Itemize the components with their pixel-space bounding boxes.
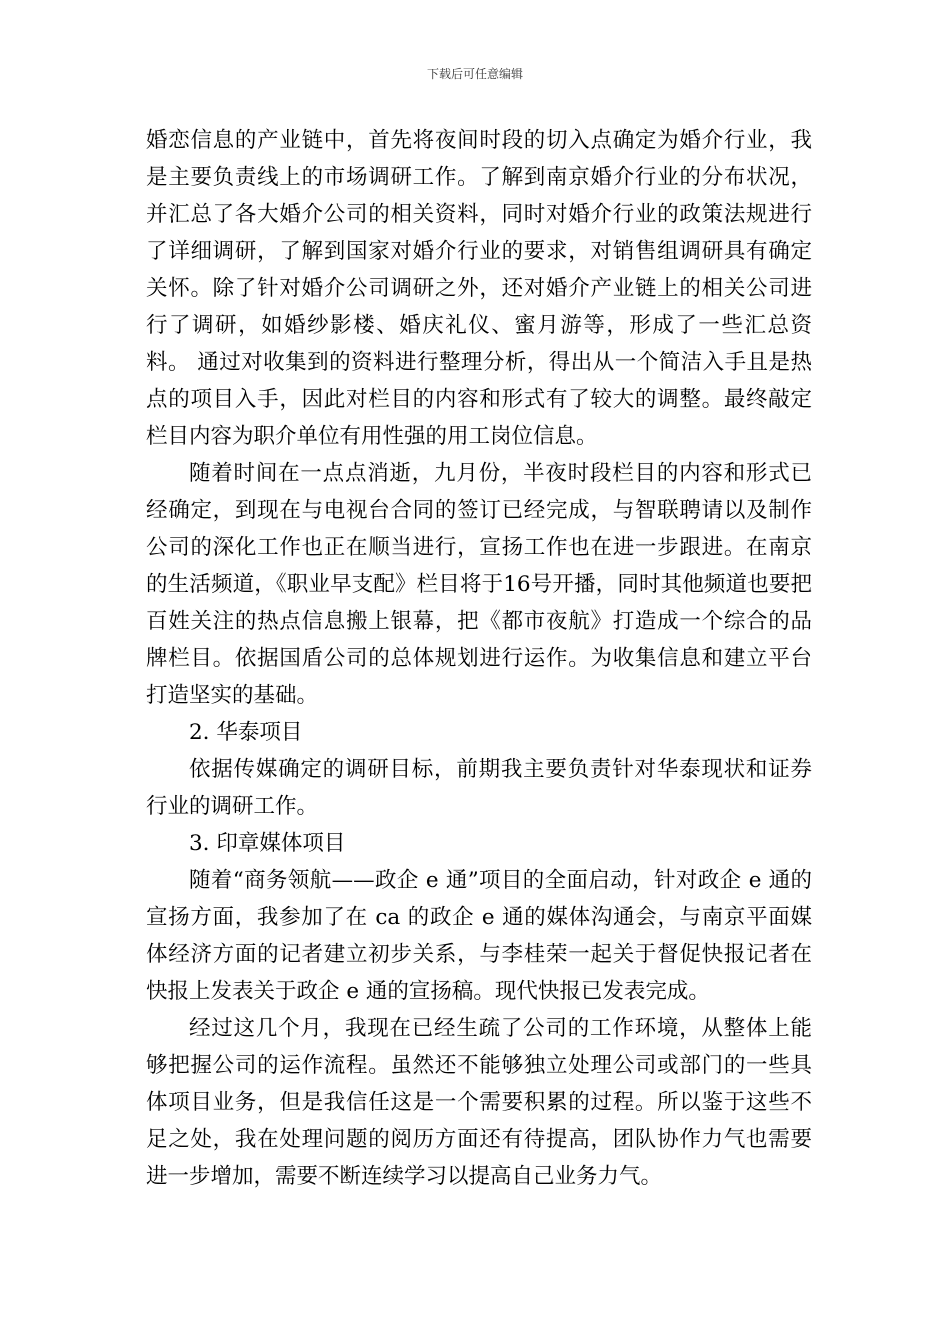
section-heading-huatai: 2. 华泰项目: [189, 720, 303, 745]
paragraph-marriage-industry: 婚恋信息的产业链中，首先将夜间时段的切入点确定为婚介行业，我是主要负责线上的市场调研工作。了解到南京婚介行业的分布状况，并汇总了各大婚介公司的相关资料，同时对婚介行业的政策法规进行了详细调研，了解到国家对婚介行业的要求，对销售组调研具有确定关怀。除了针对婚介公司调研之外，还对婚介产业链上的相关公司进行了调研，如婚纱影楼、婚庆礼仪、蜜月游等，形成了一些汇总资料。 通过对收集到的资料进行整理分析，得出从一个简洁入手且是热点的项目入手，因此对栏目的内容和形式有了较大的调整。最终敲定栏目内容为职介单位有用性强的用工岗位信息。: [146, 128, 812, 449]
page-header: 下载后可任意编辑: [426, 67, 523, 81]
document-body: [146, 122, 812, 1195]
paragraph-huatai: 依据传媒确定的调研目标，前期我主要负责针对华泰现状和证券行业的调研工作。: [146, 757, 812, 819]
section-heading-seal-media: 3. 印章媒体项目: [189, 831, 346, 856]
paragraph-summary: 经过这几个月，我现在已经生疏了公司的工作环境，从整体上能够把握公司的运作流程。虽然还不能够独立处理公司或部门的一些具体项目业务，但是我信任这是一个需要积累的过程。所以鉴于这些不足之处，我在处理问题的阅历方面还有待提高，团队协作力气也需要进一步增加，需要不断连续学习以提高自己业务力气。: [146, 1016, 812, 1189]
paragraph-seal-media: 随着“商务领航——政企 e 通”项目的全面启动，针对政企 e 通的宣扬方面，我参加了在 ca 的政企 e 通的媒体沟通会，与南京平面媒体经济方面的记者建立初步关系，与李桂荣一起关于督促快报记者在快报上发表关于政企 e 通的宣扬稿。现代快报已发表完成。: [146, 868, 812, 1004]
paragraph-program-progress: 随着时间在一点点消逝，九月份，半夜时段栏目的内容和形式已经确定，到现在与电视台合同的签订已经完成，与智联聘请以及制作公司的深化工作也正在顺当进行，宣扬工作也在进一步跟进。在南京的生活频道，《职业早支配》栏目将于16号开播，同时其他频道也要把百姓关注的热点信息搬上银幕，把《都市夜航》打造成一个综合的品牌栏目。依据国盾公司的总体规划进行运作。为收集信息和建立平台打造坚实的基础。: [146, 461, 812, 708]
